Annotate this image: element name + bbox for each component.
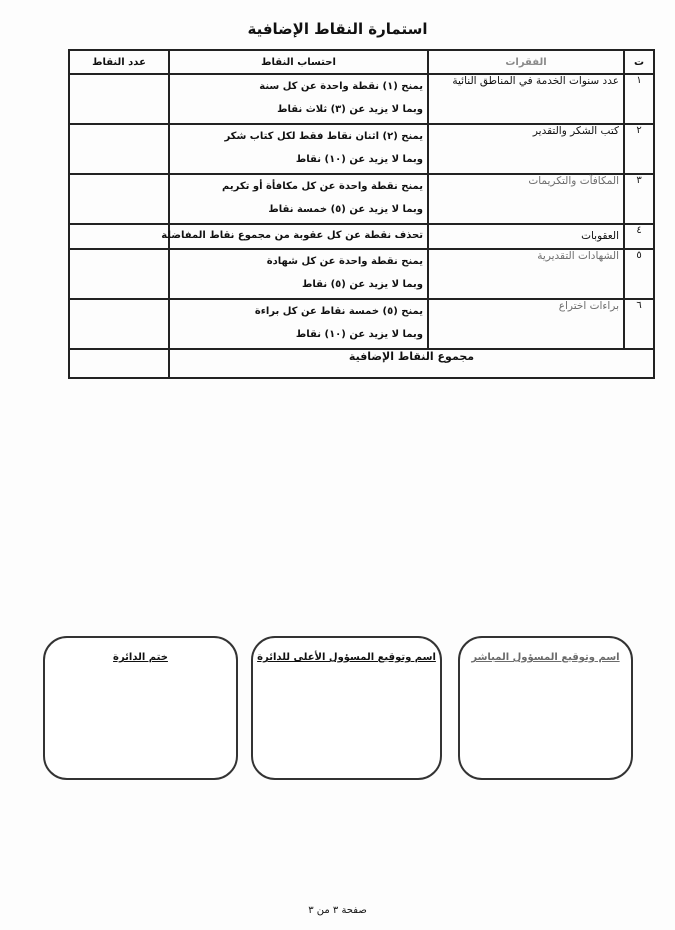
points-cell[interactable]	[69, 249, 169, 299]
row-num: ٦	[624, 299, 654, 349]
table-row	[69, 299, 654, 349]
calc-line: تحذف نقطة عن كل عقوبة من مجموع نقاط المفاضلة	[161, 230, 423, 241]
points-cell[interactable]	[69, 124, 169, 174]
table-row	[69, 249, 654, 299]
department-stamp-label: ختم الدائرة	[113, 652, 168, 663]
row-calc	[169, 74, 428, 124]
table-row	[69, 224, 654, 249]
row-num: ١	[624, 74, 654, 124]
total-points-cell[interactable]	[69, 349, 169, 378]
calc-line: يمنح (١) نقطة واحدة عن كل سنة	[259, 81, 423, 92]
row-calc	[169, 249, 428, 299]
row-num: ٣	[624, 174, 654, 224]
row-item: براءات اختراع	[428, 299, 624, 349]
calc-line: يمنح نقطة واحدة عن كل مكافأة أو تكريم	[222, 181, 423, 192]
row-item: الشهادات التقديرية	[428, 249, 624, 299]
form-title: استمارة النقاط الإضافية	[247, 20, 428, 38]
senior-official-label: اسم وتوقيع المسؤول الأعلى للدائرة	[257, 652, 436, 663]
points-cell[interactable]	[69, 224, 169, 249]
points-cell[interactable]	[69, 299, 169, 349]
row-item: عدد سنوات الخدمة في المناطق النائية	[428, 74, 624, 124]
calc-line: وبما لا يزيد عن (٣) ثلاث نقاط	[277, 104, 423, 115]
calc-line: يمنح (٢) اثنان نقاط فقط لكل كتاب شكر	[224, 131, 423, 142]
table-row	[69, 74, 654, 124]
calc-line: يمنح (٥) خمسة نقاط عن كل براءة	[254, 306, 423, 317]
header-points: عدد النقاط	[69, 50, 169, 74]
row-item: المكافآت والتكريمات	[428, 174, 624, 224]
total-label: مجموع النقاط الإضافية	[169, 349, 654, 378]
table-row	[69, 174, 654, 224]
row-num: ٤	[624, 224, 654, 249]
points-cell[interactable]	[69, 174, 169, 224]
senior-official-signature-box[interactable]	[251, 636, 442, 780]
page-number: صفحة ٣ من ٣	[308, 905, 367, 916]
calc-line: وبما لا يزيد عن (١٠) نقاط	[295, 329, 423, 340]
row-calc	[161, 224, 428, 249]
total-row	[69, 349, 654, 378]
header-calc: احتساب النقاط	[169, 50, 428, 74]
header-item: الفقرات	[428, 50, 624, 74]
direct-manager-signature-box[interactable]	[458, 636, 633, 780]
points-table	[68, 49, 655, 379]
direct-manager-label: اسم وتوقيع المسؤول المباشر	[471, 652, 620, 663]
calc-line: وبما لا يزيد عن (١٠) نقاط	[295, 154, 423, 165]
header-num: ت	[624, 50, 654, 74]
calc-line: وبما لا يزيد عن (٥) نقاط	[302, 279, 423, 290]
row-item: العقوبات	[428, 224, 624, 249]
points-cell[interactable]	[69, 74, 169, 124]
table-row	[69, 124, 654, 174]
row-item: كتب الشكر والتقدير	[428, 124, 624, 174]
row-calc	[169, 299, 428, 349]
calc-line: يمنح نقطة واحدة عن كل شهادة	[266, 256, 423, 267]
row-calc	[169, 124, 428, 174]
table-header-row	[69, 50, 654, 74]
row-num: ٥	[624, 249, 654, 299]
calc-line: وبما لا يزيد عن (٥) خمسة نقاط	[268, 204, 423, 215]
department-stamp-box[interactable]	[43, 636, 238, 780]
row-calc	[169, 174, 428, 224]
row-num: ٢	[624, 124, 654, 174]
